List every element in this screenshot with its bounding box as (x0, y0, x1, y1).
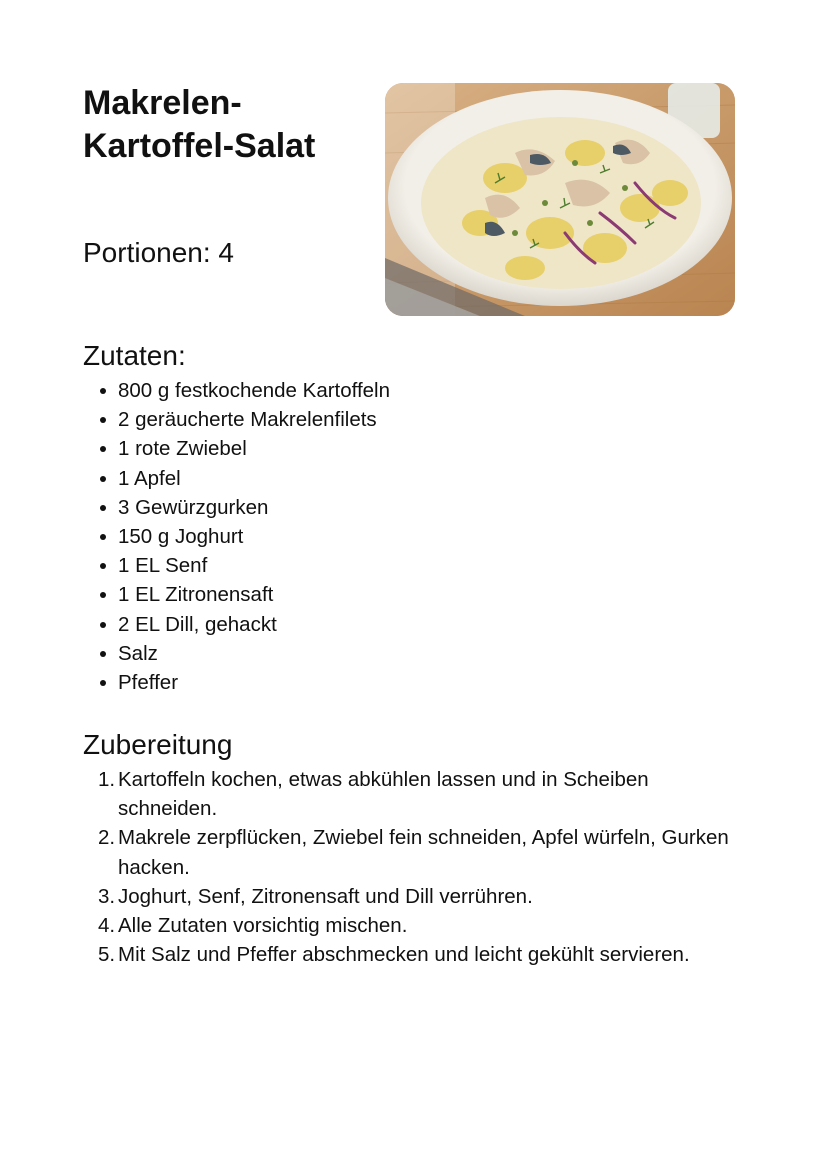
step-number: 2. (98, 826, 116, 850)
ingredients-list (83, 376, 390, 697)
list-item (83, 551, 390, 580)
bullet-icon (100, 505, 106, 511)
step-number: 5. (98, 943, 116, 967)
list-item (83, 882, 743, 911)
list-item (83, 765, 743, 823)
step-text: Makrele zerpflücken, Zwiebel fein schneiden, Apfel würfeln, Gurken hacken. (118, 826, 729, 879)
servings-text: Portionen: 4 (83, 237, 234, 268)
recipe-title: Makrelen-Kartoffel-Salat (83, 84, 316, 165)
bullet-icon (100, 534, 106, 540)
ingredient-text: 3 Gewürzgurken (118, 495, 269, 519)
list-item (83, 405, 390, 434)
list-item (83, 940, 743, 969)
list-item (83, 668, 390, 697)
ingredient-text: 2 geräucherte Makrelenfilets (118, 408, 377, 432)
bullet-icon (100, 680, 106, 686)
ingredient-text: 1 rote Zwiebel (118, 437, 247, 461)
list-item (83, 376, 390, 405)
ingredient-text: Salz (118, 641, 158, 665)
list-item (83, 464, 390, 493)
bullet-icon (100, 592, 106, 598)
list-item (83, 823, 743, 881)
list-item (83, 434, 390, 463)
step-number: 1. (98, 768, 116, 791)
bullet-icon (100, 388, 106, 394)
bullet-icon (100, 417, 106, 423)
ingredient-text: 1 Apfel (118, 466, 181, 490)
step-number: 4. (98, 914, 116, 938)
list-item (83, 639, 390, 668)
ingredient-text: 1 EL Senf (118, 554, 208, 578)
ingredient-text: 150 g Joghurt (118, 525, 244, 549)
bullet-icon (100, 476, 106, 482)
step-text: Alle Zutaten vorsichtig mischen. (118, 914, 408, 938)
bullet-icon (100, 446, 106, 452)
bullet-icon (100, 563, 106, 569)
bullet-icon (100, 651, 106, 657)
step-text: Joghurt, Senf, Zitronensaft und Dill verrühren. (118, 884, 533, 908)
salad-bowl-image (385, 83, 735, 316)
ingredient-text: 1 EL Zitronensaft (118, 583, 274, 607)
preparation-heading: Zubereitung (83, 729, 233, 760)
list-item (83, 580, 390, 609)
ingredient-text: 2 EL Dill, gehackt (118, 612, 277, 636)
ingredient-text: Pfeffer (118, 671, 179, 695)
list-item (83, 911, 743, 940)
bullet-icon (100, 622, 106, 628)
step-text: Mit Salz und Pfeffer abschmecken und leicht gekühlt servieren. (118, 943, 690, 967)
ingredient-text: 800 g festkochende Kartoffeln (118, 379, 391, 402)
recipe-photo (385, 83, 735, 316)
step-number: 3. (98, 884, 116, 908)
list-item (83, 522, 390, 551)
preparation-list (83, 765, 743, 969)
ingredients-heading: Zutaten: (83, 340, 186, 371)
step-text: Kartoffeln kochen, etwas abkühlen lassen und in Scheiben schneiden. (118, 768, 649, 821)
list-item (83, 493, 390, 522)
list-item (83, 610, 390, 639)
